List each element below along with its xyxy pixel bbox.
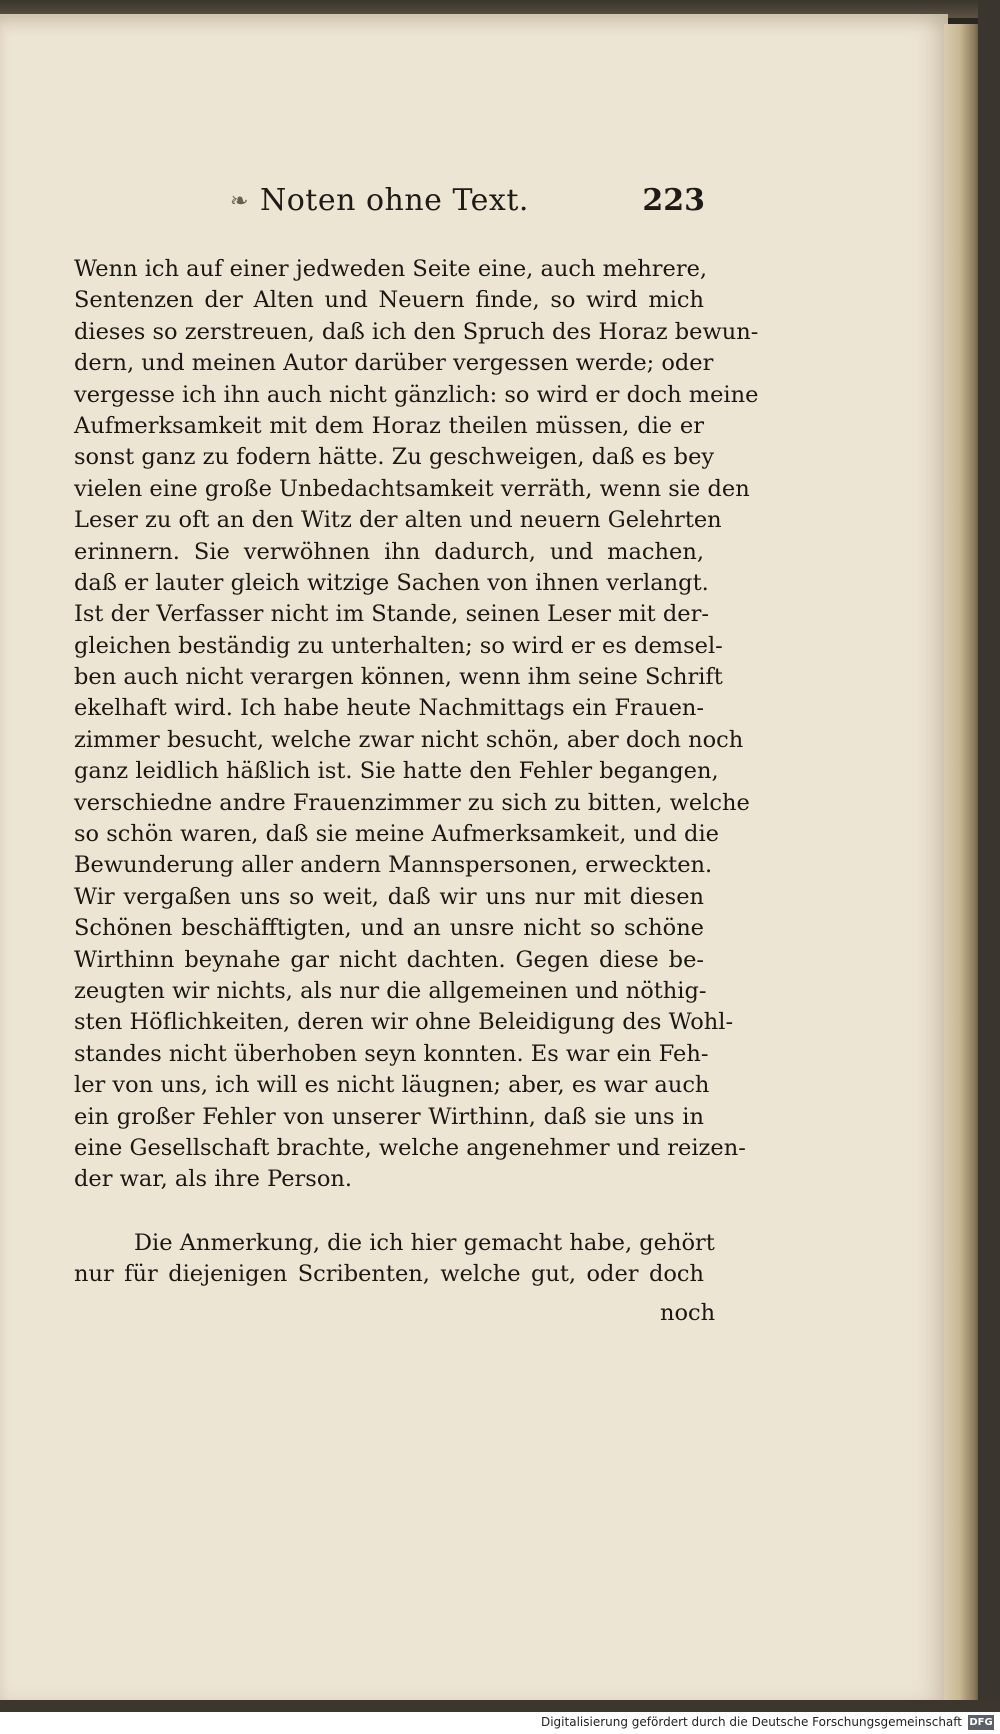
book-spine [978,0,1000,1734]
text-line: so schön waren, daß sie meine Aufmerksamkeit, und die [74,821,719,848]
text-line: sten Höflichkeiten, deren wir ohne Beleidigung des Wohl- [74,1009,734,1036]
text-line: ben auch nicht verargen können, wenn ihm seine Schrift [74,664,723,691]
text-line: Wenn ich auf einer jedweden Seite eine, auch mehrere, [74,256,708,282]
book-page [0,14,948,1706]
text-line: Schönen beschäfftigten, und an unsre nicht so schöne [74,915,704,942]
text-line: ekelhaft wird. Ich habe heute Nachmittags ein Frauen- [74,695,704,722]
text-line: gleichen beständig zu unterhalten; so wird er es demsel- [74,632,723,659]
dfg-logo: DFG [969,1717,993,1728]
page-header [70,179,705,229]
text-line: ein großer Fehler von unserer Wirthinn, daß sie uns in [74,1103,704,1130]
text-line: ler von uns, ich will es nicht läugnen; aber, es war auch [74,1072,710,1099]
text-line: zimmer besucht, welche zwar nicht schön, aber doch noch [74,726,744,753]
text-line: Ist der Verfasser nicht im Stande, seinen Leser mit der- [74,601,709,628]
text-line: zeugten wir nichts, als nur die allgemeinen und nöthig- [74,977,707,1004]
paragraph-1 [74,254,759,1196]
text-line: nur für diejenigen Scribenten, welche gut, oder doch [74,1261,704,1288]
text-line: erinnern. Sie verwöhnen ihn dadurch, und machen, [74,538,704,565]
footer-credit: Digitalisierung gefördert durch die Deutsche Forschungsgemeinschaft [540,1715,962,1729]
page-number: 223 [642,183,705,218]
text-line: der war, als ihre Person. [74,1166,353,1193]
text-line: dern, und meinen Autor darüber vergessen werde; oder [74,350,714,377]
text-line: vergesse ich ihn auch nicht gänzlich: so wird er doch meine [74,381,759,408]
text-line: dieses so zerstreuen, daß ich den Spruch des Horaz bewun- [74,318,759,345]
text-line: sonst ganz zu fodern hätte. Zu geschweigen, daß es bey [74,444,715,471]
text-line: vielen eine große Unbedachtsamkeit verräth, wenn sie den [74,475,750,502]
text-line: ganz leidlich häßlich ist. Sie hatte den Fehler begangen, [74,758,719,785]
paragraph-2 [74,1228,715,1291]
text-line: verschiedne andre Frauenzimmer zu sich zu bitten, welche [74,789,750,816]
text-line: Aufmerksamkeit mit dem Horaz theilen müssen, die er [74,412,704,439]
bottom-edge [0,1700,1000,1712]
footer-bar [0,1712,1000,1734]
ornament-icon: ❧ [230,189,249,214]
text-line: Die Anmerkung, die ich hier gemacht habe, gehört [134,1229,715,1256]
catchword: noch [660,1300,716,1326]
text-line: daß er lauter gleich witzige Sachen von ihnen verlangt. [74,569,709,596]
text-line: Leser zu oft an den Witz der alten und neuern Gelehrten [74,507,722,534]
text-line: Sentenzen der Alten und Neuern finde, so wird mich [74,287,704,314]
text-line: Bewunderung aller andern Mannspersonen, erweckten. [74,852,713,879]
body-text [74,254,759,1291]
running-head: Noten ohne Text. [260,183,529,218]
text-line: Wir vergaßen uns so weit, daß wir uns nur mit diesen [74,883,704,910]
paragraph-gap [74,1196,704,1228]
text-line: Wirthinn beynahe gar nicht dachten. Gegen diese be- [74,946,704,973]
text-line: standes nicht überhoben seyn konnten. Es war ein Feh- [74,1040,709,1067]
text-line: eine Gesellschaft brachte, welche angenehmer und reizen- [74,1134,746,1161]
page-edges [944,24,982,1700]
